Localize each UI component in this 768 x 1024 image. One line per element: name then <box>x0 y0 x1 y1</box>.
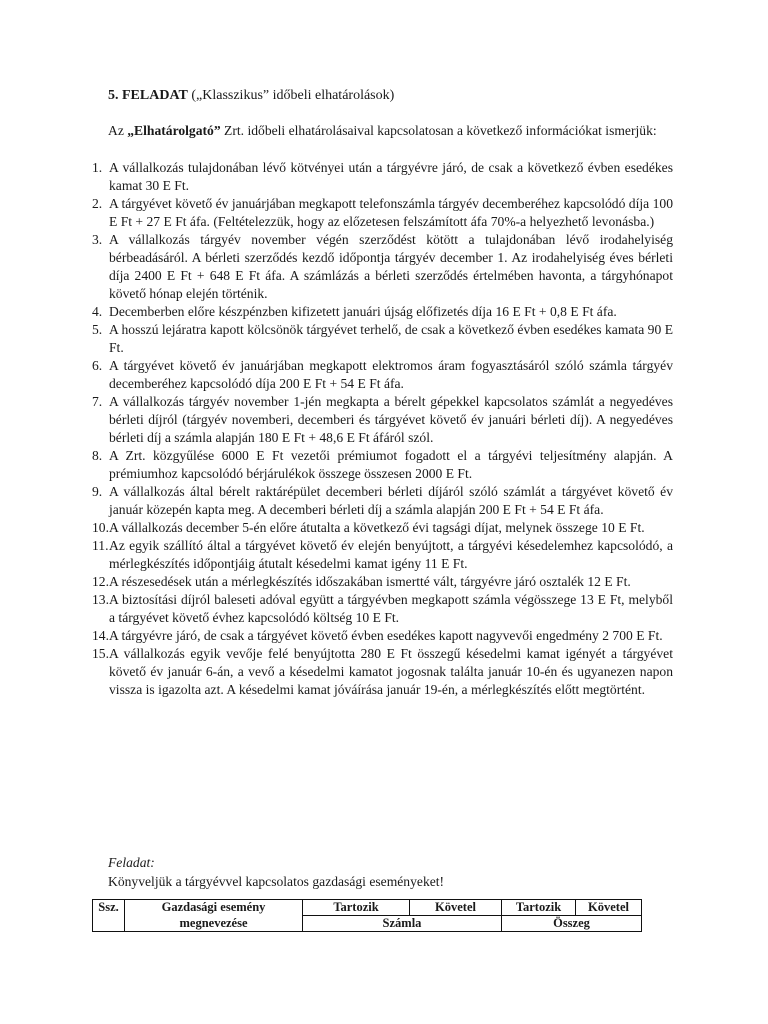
header-kovetel-amount: Követel <box>576 900 642 916</box>
header-event-line2: megnevezése <box>125 916 303 932</box>
list-item <box>92 645 673 699</box>
list-item-text: A részesedések után a mérlegkészítés időszakában ismertté vált, tárgyévre járó osztalék 12 E Ft. <box>109 574 631 589</box>
list-item-number: 6. <box>92 358 103 373</box>
company-name: „Elhatárolgató” <box>127 123 221 138</box>
exercise-title <box>108 88 394 104</box>
list-item-number: 8. <box>92 448 103 463</box>
list-item-number: 14. <box>92 628 109 643</box>
event-list <box>92 159 673 699</box>
list-item-text: A tárgyévre járó, de csak a tárgyévet követő évben esedékes kapott nagyvevői engedmény 2 700 E Ft. <box>109 628 663 643</box>
exercise-subtitle: („Klasszikus” időbeli elhatárolások) <box>187 88 395 103</box>
list-item <box>92 321 673 357</box>
list-item <box>92 483 673 519</box>
list-item-number: 15. <box>92 646 109 661</box>
list-item <box>92 195 673 231</box>
list-item-text: A vállalkozás december 5-én előre átutalta a következő évi tagsági díjat, melynek összege 10 E Ft. <box>109 520 645 535</box>
list-item-text: A Zrt. közgyűlése 6000 E Ft vezetői prémiumot fogadott el a tárgyévi teljesítmény alapján. A prémiumhoz kapcsolódó bérjárulékok összege összesen 2000 E Ft. <box>109 448 673 481</box>
list-item-number: 4. <box>92 304 103 319</box>
list-item-text: A vállalkozás tulajdonában lévő kötvényei után a tárgyévre járó, de csak a következő évben esedékes kamat 30 E Ft. <box>109 160 673 193</box>
list-item <box>92 573 673 591</box>
list-item <box>92 159 673 195</box>
list-item-text: A vállalkozás tárgyév november 1-jén megkapta a bérelt gépekkel kapcsolatos számlát a negyedéves bérleti díjról (tárgyév novemberi, decemberi és tárgyévet követő év januári bérleti díj). A negyedéves bérleti díj a számla alapján 180 E Ft + 48,6 E Ft áfáról szól. <box>109 394 673 445</box>
header-tartozik-account: Tartozik <box>303 900 410 916</box>
list-item <box>92 627 673 645</box>
list-item-text: A hosszú lejáratra kapott kölcsönök tárgyévet terhelő, de csak a következő évben esedékes kamata 90 E Ft. <box>109 322 673 355</box>
list-item-text: A tárgyévet követő év januárjában megkapott elektromos áram fogyasztásáról szóló számla tárgyév decemberéhez kapcsolódó díja 200 E Ft + 54 E Ft áfa. <box>109 358 673 391</box>
list-item-number: 9. <box>92 484 103 499</box>
task-text: Könyveljük a tárgyévvel kapcsolatos gazdasági eseményeket! <box>108 874 445 889</box>
list-item-text: A biztosítási díjról baleseti adóval együtt a tárgyévben megkapott számla végösszege 13 E Ft, melyből a tárgyévet követő évhez kapcsolódó költség 10 E Ft. <box>109 592 673 625</box>
header-szamla: Számla <box>303 916 502 932</box>
list-item <box>92 447 673 483</box>
list-item-number: 2. <box>92 196 103 211</box>
booking-table-header <box>92 899 642 932</box>
list-item-text: Az egyik szállító által a tárgyévet követő év elején benyújtott, a tárgyévi késedelemhez kapcsolódó, a mérlegkészítés időpontjáig átutalt késedelmi kamat igény 11 E Ft. <box>109 538 673 571</box>
list-item-number: 12. <box>92 574 109 589</box>
task-label: Feladat: <box>108 855 155 870</box>
list-item <box>92 393 673 447</box>
intro-pre: Az <box>108 123 128 138</box>
list-item <box>92 303 673 321</box>
list-item-number: 5. <box>92 322 103 337</box>
list-item <box>92 231 673 303</box>
intro-paragraph <box>108 122 673 140</box>
header-ssz: Ssz. <box>93 900 125 932</box>
exercise-number: 5. FELADAT <box>108 88 188 103</box>
list-item-number: 3. <box>92 232 103 247</box>
list-item-number: 13. <box>92 592 109 607</box>
list-item-text: A vállalkozás által bérelt raktárépület decemberi bérleti díjáról szóló számlát a tárgyévet követő év január közepén kapta meg. A decemberi bérleti díj a számla alapján 200 E Ft + 54 E Ft áfa. <box>109 484 673 517</box>
list-item-text: A vállalkozás tárgyév november végén szerződést kötött a tulajdonában lévő irodahelyiség bérbeadásáról. A bérleti szerződés kezdő időpontja tárgyév december 1. Az irodahelyiség éves bérleti díja 2400 E Ft + 648 E Ft áfa. A számlázás a bérleti szerződés értelmében havonta, a tárgyhónapot követő hónap elején történik. <box>109 232 673 301</box>
list-item-text: A tárgyévet követő év januárjában megkapott telefonszámla tárgyév decemberéhez kapcsolódó díja 100 E Ft + 27 E Ft áfa. (Feltételezzük, hogy az előzetesen felszámított áfa 70%-a helyezhető levonásba.) <box>109 196 673 229</box>
list-item-number: 7. <box>92 394 103 409</box>
header-kovetel-account: Követel <box>410 900 502 916</box>
list-item-number: 1. <box>92 160 103 175</box>
list-item <box>92 537 673 573</box>
list-item <box>92 519 673 537</box>
header-tartozik-amount: Tartozik <box>502 900 576 916</box>
list-item-number: 10. <box>92 520 109 535</box>
header-event-line1: Gazdasági esemény <box>125 900 303 916</box>
list-item-number: 11. <box>92 538 109 553</box>
list-item <box>92 357 673 393</box>
list-item-text: Decemberben előre készpénzben kifizetett januári újság előfizetés díja 16 E Ft + 0,8 E Ft áfa. <box>109 304 617 319</box>
intro-post: Zrt. időbeli elhatárolásaival kapcsolatosan a következő információkat ismerjük: <box>220 123 657 138</box>
list-item <box>92 591 673 627</box>
header-osszeg: Összeg <box>502 916 642 932</box>
list-item-text: A vállalkozás egyik vevője felé benyújtotta 280 E Ft összegű késedelmi kamat igényét a tárgyévet követő év január 6-án, a vevő a késedelmi kamatot jogosnak találta január 10-én és ugyanezen napon vissza is igazolta azt. A késedelmi kamat jóváírása január 19-én, a mérlegkészítés előtt megtörtént. <box>109 646 673 697</box>
